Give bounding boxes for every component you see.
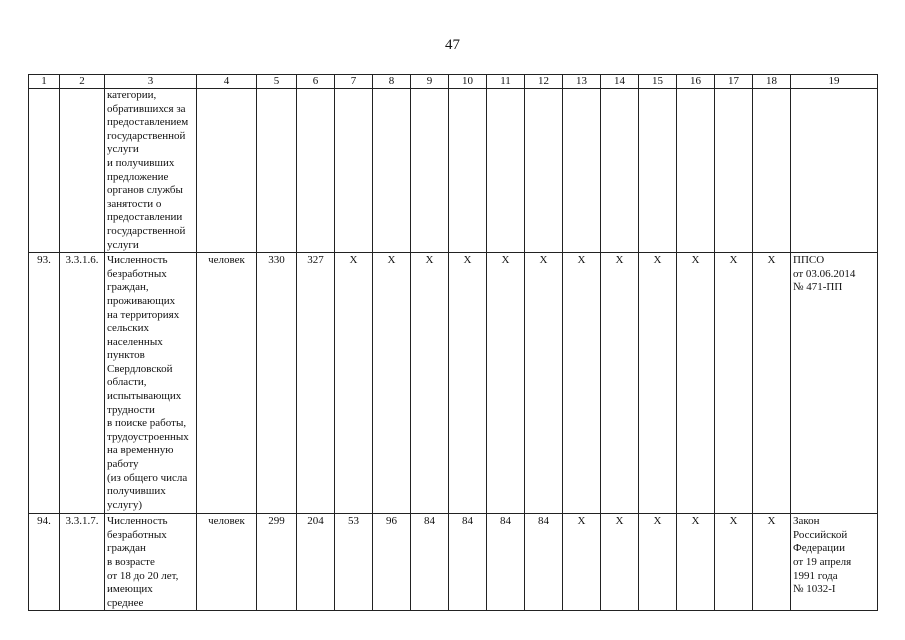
column-header: 3 bbox=[105, 75, 197, 89]
indicator-name-line: на временную bbox=[107, 444, 174, 457]
indicator-name-line: безработных bbox=[107, 267, 167, 280]
column-header: 11 bbox=[487, 75, 525, 89]
value-cell: X bbox=[601, 253, 639, 514]
unit-cell: человек bbox=[197, 514, 257, 611]
value-cell: 84 bbox=[487, 514, 525, 611]
indicator-name-cell bbox=[105, 253, 197, 514]
indicator-name-line: обратившихся за bbox=[107, 102, 186, 115]
indicator-code: 3.3.1.6. bbox=[60, 253, 105, 514]
column-header: 14 bbox=[601, 75, 639, 89]
value-cell: X bbox=[563, 514, 601, 611]
column-header: 7 bbox=[335, 75, 373, 89]
value-cell: X bbox=[563, 253, 601, 514]
indicator-name-line: услуги bbox=[107, 143, 139, 156]
indicator-name-line: государственной bbox=[107, 224, 186, 237]
indicator-name-line: государственной bbox=[107, 129, 186, 142]
column-header: 4 bbox=[197, 75, 257, 89]
value-cell: 53 bbox=[335, 514, 373, 611]
indicators-table bbox=[28, 74, 878, 611]
indicator-name-line: трудоустроенных bbox=[107, 430, 189, 443]
legal-basis-line: Российской bbox=[793, 528, 848, 541]
indicator-name-line: (из общего числа bbox=[107, 471, 188, 484]
value-cell: X bbox=[677, 514, 715, 611]
value-cell: 84 bbox=[525, 514, 563, 611]
column-header: 6 bbox=[297, 75, 335, 89]
legal-basis-cell bbox=[791, 253, 878, 514]
indicator-name-line: предоставлении bbox=[107, 211, 183, 224]
legal-basis-line: Федерации bbox=[793, 542, 845, 555]
column-number-row bbox=[29, 75, 878, 89]
column-header: 1 bbox=[29, 75, 60, 89]
value-cell: X bbox=[525, 253, 563, 514]
row-number: 93. bbox=[29, 253, 60, 514]
indicator-name-line: проживающих bbox=[107, 294, 176, 307]
indicator-name-line: в поиске работы, bbox=[107, 417, 187, 430]
legal-basis-cell bbox=[791, 514, 878, 611]
value-cell: X bbox=[677, 253, 715, 514]
unit-cell: человек bbox=[197, 253, 257, 514]
indicator-name-line: среднее bbox=[107, 596, 144, 609]
indicator-name-line: пунктов bbox=[107, 349, 145, 362]
legal-basis-line: 1991 года bbox=[793, 569, 838, 582]
indicator-name-line: предложение bbox=[107, 170, 169, 183]
value-cell: 84 bbox=[411, 514, 449, 611]
value-cell: 299 bbox=[257, 514, 297, 611]
legal-basis-line: ППСО bbox=[793, 254, 825, 267]
indicator-name-line: от 18 до 20 лет, bbox=[107, 569, 179, 582]
legal-basis-line: № 471-ПП bbox=[793, 281, 843, 294]
indicator-name-line: категории, bbox=[107, 89, 157, 101]
value-cell: X bbox=[715, 253, 753, 514]
indicator-name-cell bbox=[105, 514, 197, 611]
row-number: 94. bbox=[29, 514, 60, 611]
value-cell: 84 bbox=[449, 514, 487, 611]
indicator-name-line: Численность bbox=[107, 515, 168, 528]
indicator-name-line: получивших bbox=[107, 485, 166, 498]
column-header: 9 bbox=[411, 75, 449, 89]
indicator-name-line: предоставлением bbox=[107, 116, 189, 129]
column-header: 10 bbox=[449, 75, 487, 89]
legal-basis-line: Закон bbox=[793, 515, 820, 528]
value-cell: X bbox=[639, 514, 677, 611]
column-header: 2 bbox=[60, 75, 105, 89]
indicator-name-line: услугу) bbox=[107, 498, 143, 511]
indicator-name-line: граждан bbox=[107, 542, 146, 555]
indicator-name-line: Свердловской bbox=[107, 362, 173, 375]
indicator-name-line: услуги bbox=[107, 238, 139, 251]
indicator-code: 3.3.1.7. bbox=[60, 514, 105, 611]
indicator-name-cell bbox=[105, 89, 197, 253]
table-row bbox=[29, 253, 878, 514]
indicator-name-line: и получивших bbox=[107, 156, 175, 169]
value-cell: X bbox=[449, 253, 487, 514]
legal-basis-line: № 1032-I bbox=[793, 583, 836, 596]
column-header: 17 bbox=[715, 75, 753, 89]
legal-basis-line: от 03.06.2014 bbox=[793, 267, 856, 280]
indicator-name-line: работу bbox=[107, 458, 139, 471]
table-row bbox=[29, 514, 878, 611]
indicator-name-line: на территориях bbox=[107, 308, 180, 321]
indicator-name-line: трудности bbox=[107, 403, 155, 416]
value-cell: 330 bbox=[257, 253, 297, 514]
value-cell: 96 bbox=[373, 514, 411, 611]
column-header: 12 bbox=[525, 75, 563, 89]
page-number: 47 bbox=[445, 37, 460, 53]
value-cell: X bbox=[753, 253, 791, 514]
value-cell: X bbox=[487, 253, 525, 514]
value-cell: X bbox=[335, 253, 373, 514]
column-header: 19 bbox=[791, 75, 878, 89]
indicator-name-line: безработных bbox=[107, 528, 167, 541]
indicator-name-line: испытывающих bbox=[107, 390, 182, 403]
indicator-name-line: в возрасте bbox=[107, 555, 155, 568]
legal-basis-line: от 19 апреля bbox=[793, 555, 852, 568]
indicator-name-line: Численность bbox=[107, 254, 168, 267]
column-header: 16 bbox=[677, 75, 715, 89]
indicator-name-line: органов службы bbox=[107, 184, 183, 197]
indicator-name-line: имеющих bbox=[107, 583, 153, 596]
indicator-name-line: граждан, bbox=[107, 281, 149, 294]
column-header: 15 bbox=[639, 75, 677, 89]
value-cell: X bbox=[373, 253, 411, 514]
column-header: 8 bbox=[373, 75, 411, 89]
indicator-name-line: области, bbox=[107, 376, 147, 389]
value-cell: X bbox=[753, 514, 791, 611]
value-cell: X bbox=[639, 253, 677, 514]
indicator-name-line: занятости о bbox=[107, 197, 162, 210]
indicator-name-line: сельских bbox=[107, 322, 150, 335]
value-cell: 327 bbox=[297, 253, 335, 514]
column-header: 18 bbox=[753, 75, 791, 89]
column-header: 5 bbox=[257, 75, 297, 89]
value-cell: X bbox=[601, 514, 639, 611]
value-cell: X bbox=[715, 514, 753, 611]
column-header: 13 bbox=[563, 75, 601, 89]
value-cell: 204 bbox=[297, 514, 335, 611]
indicator-name-line: населенных bbox=[107, 335, 163, 348]
value-cell: X bbox=[411, 253, 449, 514]
table-row-continuation bbox=[29, 89, 878, 253]
